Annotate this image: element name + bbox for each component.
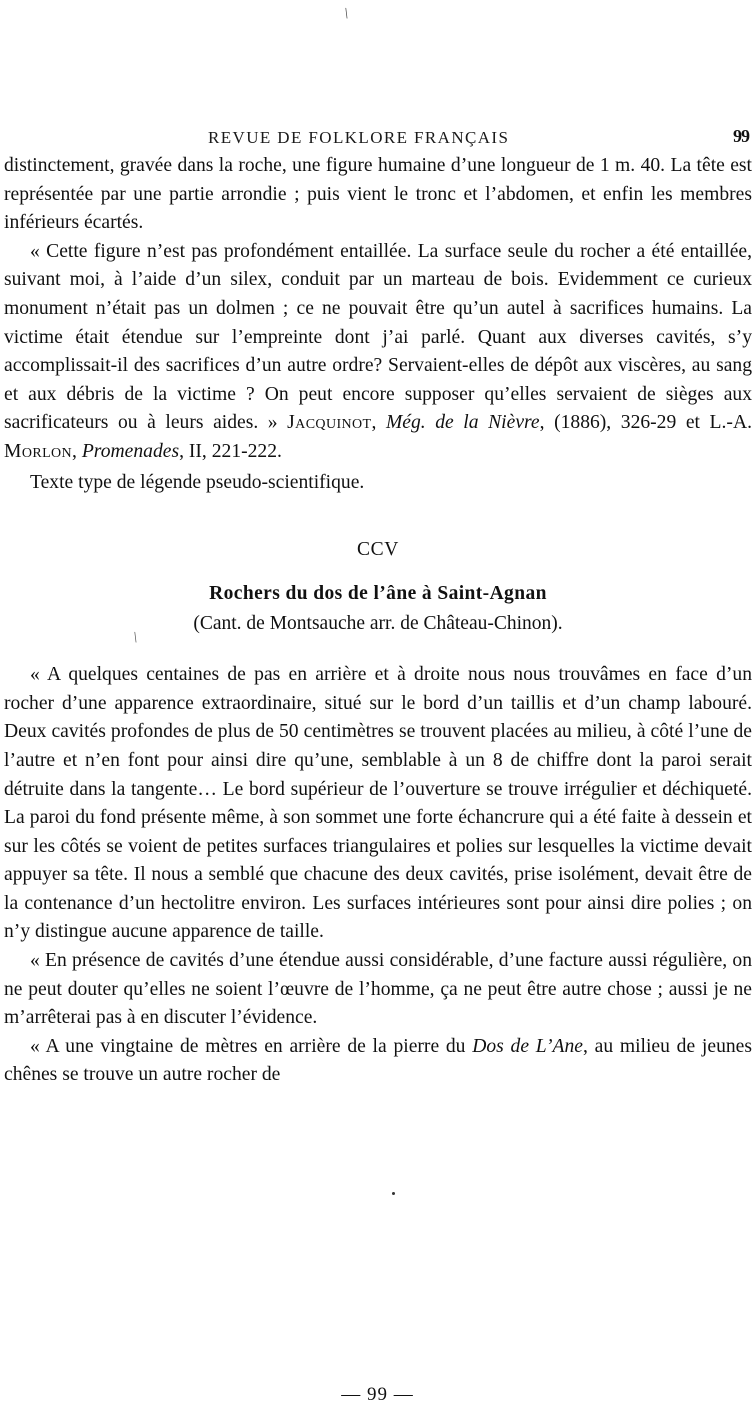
quote-4-text-start: « A une vingtaine de mètres en arrière de la pierre du	[30, 1035, 473, 1057]
folio-bottom: — 99 —	[341, 1384, 414, 1405]
ink-dot-artifact	[392, 1192, 395, 1195]
paragraph-quote-1: « Cette figure n’est pas profondément entaillée. La surface seule du rocher a été entaillée, suivant moi, à l’aide d’un silex, conduit par un marteau de bois. Evidemment ce curieux monument n’était pas un dolmen ; ce ne pouvait être qu’un autel à sacrifices humains. La victime était étendue sur l’empreinte dont j’ai parlé. Quant aux diverses cavités, s’y accomplissait-il des sacrifices d’un autre ordre? Servaient-elles de dépôt aux viscères, au sang et aux débris de la victime ? On peut encore supposer qu’elles servaient de sièges aux sacrificateurs ou à leurs aides. » Jacquinot, Még. de la Nièvre, (1886), 326-29 et L.-A. Morlon, Promenades, II, 221-222.	[4, 240, 752, 462]
stray-pen-mark-mid: \	[131, 629, 139, 647]
citation-author-1: Jacquinot	[287, 412, 372, 434]
section-title: Rochers du dos de l’âne à Saint-Agnan	[209, 583, 547, 605]
body-column	[4, 152, 752, 1090]
quote-4-italic-title: Dos de L’Ane	[472, 1035, 583, 1057]
quote-1-text: « Cette figure n’est pas profondément entaillée. La surface seule du rocher a été entaillée, suivant moi, à l’aide d’un silex, conduit par un marteau de bois. Evidemment ce curieux monument n’était pas un dolmen ; ce ne pouvait être qu’un autel à sacrifices humains. La victime était étendue sur l’empreinte dont j’ai parlé. Quant aux diverses cavités, s’y accomplissait-il des sacrifices d’un autre ordre? Servaient-elles de dépôt aux viscères, au sang et aux débris de la victime ? On peut encore supposer qu’elles servaient de sièges aux sacrificateurs ou à leurs aides. »	[4, 240, 752, 434]
page-header	[0, 128, 755, 150]
citation-mid: , (1886), 326-29 et L.-A.	[539, 412, 752, 434]
quote-4-text-end: , au milieu de jeunes chênes se trouve un autre rocher de	[4, 1035, 752, 1086]
paragraph-quote-2: « A quelques centaines de pas en arrière et à droite nous nous trouvâmes en face d’un rocher d’une apparence extraordinaire, situé sur le bord d’un taillis et d’un champ labouré. Deux cavités profondes de plus de 50 centimètres se trouvent placées au milieu, à côté l’une de l’autre et n’en font pour ainsi dire qu’une, semblable à un 8 de chiffre dont la paroi serait détruite dans la tangente… Le bord supérieur de l’ouverture se trouve irrégulier et déchiqueté. La paroi du fond présente même, à son sommet une forte échancrure qui a été faite à dessein et sur les côtés se voient de petites surfaces triangulaires et polies sur lesquelles la victime devait appuyer sa tête. Il nous a semblé que chacune des deux cavités, prise isolément, devait être de la contenance d’un hectolitre environ. Les surfaces intérieures sont pour ainsi dire polies ; on n’y distingue aucune apparence de taille.	[4, 664, 752, 943]
paragraph-quote-3: « En présence de cavités d’une étendue aussi considérable, d’une facture aussi régulière, on ne peut douter qu’elles ne soient l’œuvre de l’homme, ça ne peut être autre chose ; aussi je ne m’arrêterai pas à en discuter l’évidence.	[4, 950, 752, 1029]
citation-end: , II, 221-222.	[179, 440, 282, 462]
paragraph-quote-4	[4, 1033, 752, 1090]
running-head: REVUE DE FOLKLORE FRANÇAIS	[208, 128, 510, 147]
section-subtitle: (Cant. de Montsauche arr. de Château-Chinon).	[193, 613, 563, 635]
section-number: CCV	[357, 539, 399, 561]
citation-author-2: Morlon	[4, 440, 73, 462]
stray-pen-mark-top: \	[342, 5, 350, 23]
folio-top: 99	[733, 126, 749, 146]
citation-title-1: Még. de la Nièvre	[385, 412, 540, 434]
paragraph-continued: distinctement, gravée dans la roche, une figure humaine d’une longueur de 1 m. 40. La tête est représentée par une partie arrondie ; puis vient le tronc et l’abdomen, et enfin les membres inférieurs écartés.	[4, 155, 752, 234]
citation-comma: ,	[72, 440, 82, 462]
citation-title-2: Promenades	[81, 440, 180, 462]
paragraph-note: Texte type de légende pseudo-scientifique.	[30, 471, 365, 493]
